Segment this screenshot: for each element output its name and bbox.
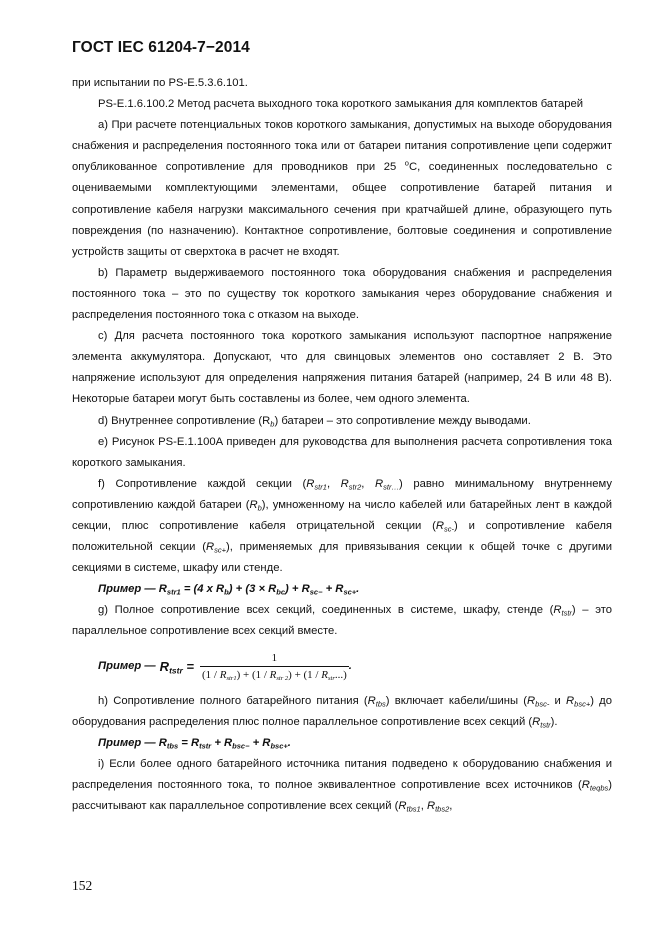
paragraph-e: e) Рисунок PS-E.1.100A приведен для руководства для выполнения расчета сопротивления тока короткого замыкания. (72, 435, 612, 469)
paragraph-b: b) Параметр выдерживаемого постоянного тока оборудования снабжения и распределения постоянного тока – это по существу ток короткого замыкания через оборудование снабжения и распределения постоянного тока с отказом на выходе. (72, 266, 612, 322)
fraction: $\frac{1}{(1 / R_{str1}) + (1 / R_{str 2}) + (1 / R_{str}...)}$ (201, 652, 347, 683)
example-formula-1: Пример — $R_{str1} = (4$ x $R_b) + (3 \times R_{bc}) + R_{sc-} + R_{sc+}$. (98, 583, 360, 597)
paragraph-c: c) Для расчета постоянного тока короткого замыкания используют паспортное напряжение элемента аккумулятора. Допускают, что для свинцовых элементов оно составляет 2 В. Это напряжение используют для определения напряжения питания батарей (например, 24 В или 48 В). Некоторые батареи могут быть составлены из более, чем одного элемента. (72, 330, 612, 406)
example-formula-2: Пример — $R_{tstr}$ = $\frac{1}{(1 / R_{str1}) + (1 / R_{str 2}) + (1 / R_{str}...)}$ . (98, 652, 352, 683)
paragraph-d: d) Внутреннее сопротивление $(R_b)$ батареи – это сопротивление между выводами. (98, 414, 531, 428)
paragraph-f: f) Сопротивление каждой секции ($R_{str1}$, $R_{str2}$, $R_{str\dots}$) равно минимальному внутреннему сопротивлению каждой батареи $(R_b)$, умноженному на число кабелей или батарейных лент в каждой секции, плюс сопротивление кабеля отрицательной секции $(R_{sc-})$ и сопротивление кабеля положительной секции $(R_{sc+})$, применяемых для привязывания секции к общей точке с другими секциями в системе, шкафу или стенде. (72, 477, 613, 575)
document-header: ГОСТ IEC 61204-7−2014 (72, 39, 250, 56)
example-formula-3: Пример — $R_{tbs} = R_{tstr} + R_{bsc-} + R_{bsc+}$. (98, 736, 291, 751)
paragraph-continuation: при испытании по PS-E.5.3.6.101. (72, 77, 248, 89)
paragraph-a: a) При расчете потенциальных токов короткого замыкания, допустимых на выходе оборудования снабжения и распределения постоянного тока или от батареи питания сопротивление цепи содержит опубликованное сопротивление для проводников при 25 $^o$C, соединенных последовательно с оцениваемыми комплектующими элементами, общее сопротивление батарей питания и сопротивление кабеля нагрузки максимального сечения при кратчайшей длине, образующего путь повреждения (по назначению). Контактное сопротивление, болтовые соединения и сопротивление устройств защиты от сверхтока в расчет не входят. (72, 119, 612, 258)
paragraph-g: g) Полное сопротивление всех секций, соединенных в системе, шкафу, стенде $(R_{tstr})$ – это параллельное сопротивление всех секций вместе. (72, 604, 612, 638)
paragraph-i: i) Если более одного батарейного источника питания подведено к оборудованию снабжения и распределения постоянного тока, то полное эквивалентное сопротивление всех источников $(R_{teqbs})$ рассчитывают как параллельное сопротивление всех секций ($R_{tbs1}$, $R_{tbs2}$, (72, 757, 612, 814)
clause-heading: PS-E.1.6.100.2 Метод расчета выходного тока короткого замыкания для комплектов батарей (98, 98, 584, 111)
paragraph-h: h) Сопротивление полного батарейного питания $(R_{tbs})$ включает кабели/шины ($R_{bsc-}$ и $R_{bsc+}$) до оборудования распределения плюс полное параллельное сопротивление всех секций $(R_{tstr})$. (72, 694, 612, 730)
page-number: 152 (72, 878, 93, 893)
document-body (72, 73, 612, 817)
